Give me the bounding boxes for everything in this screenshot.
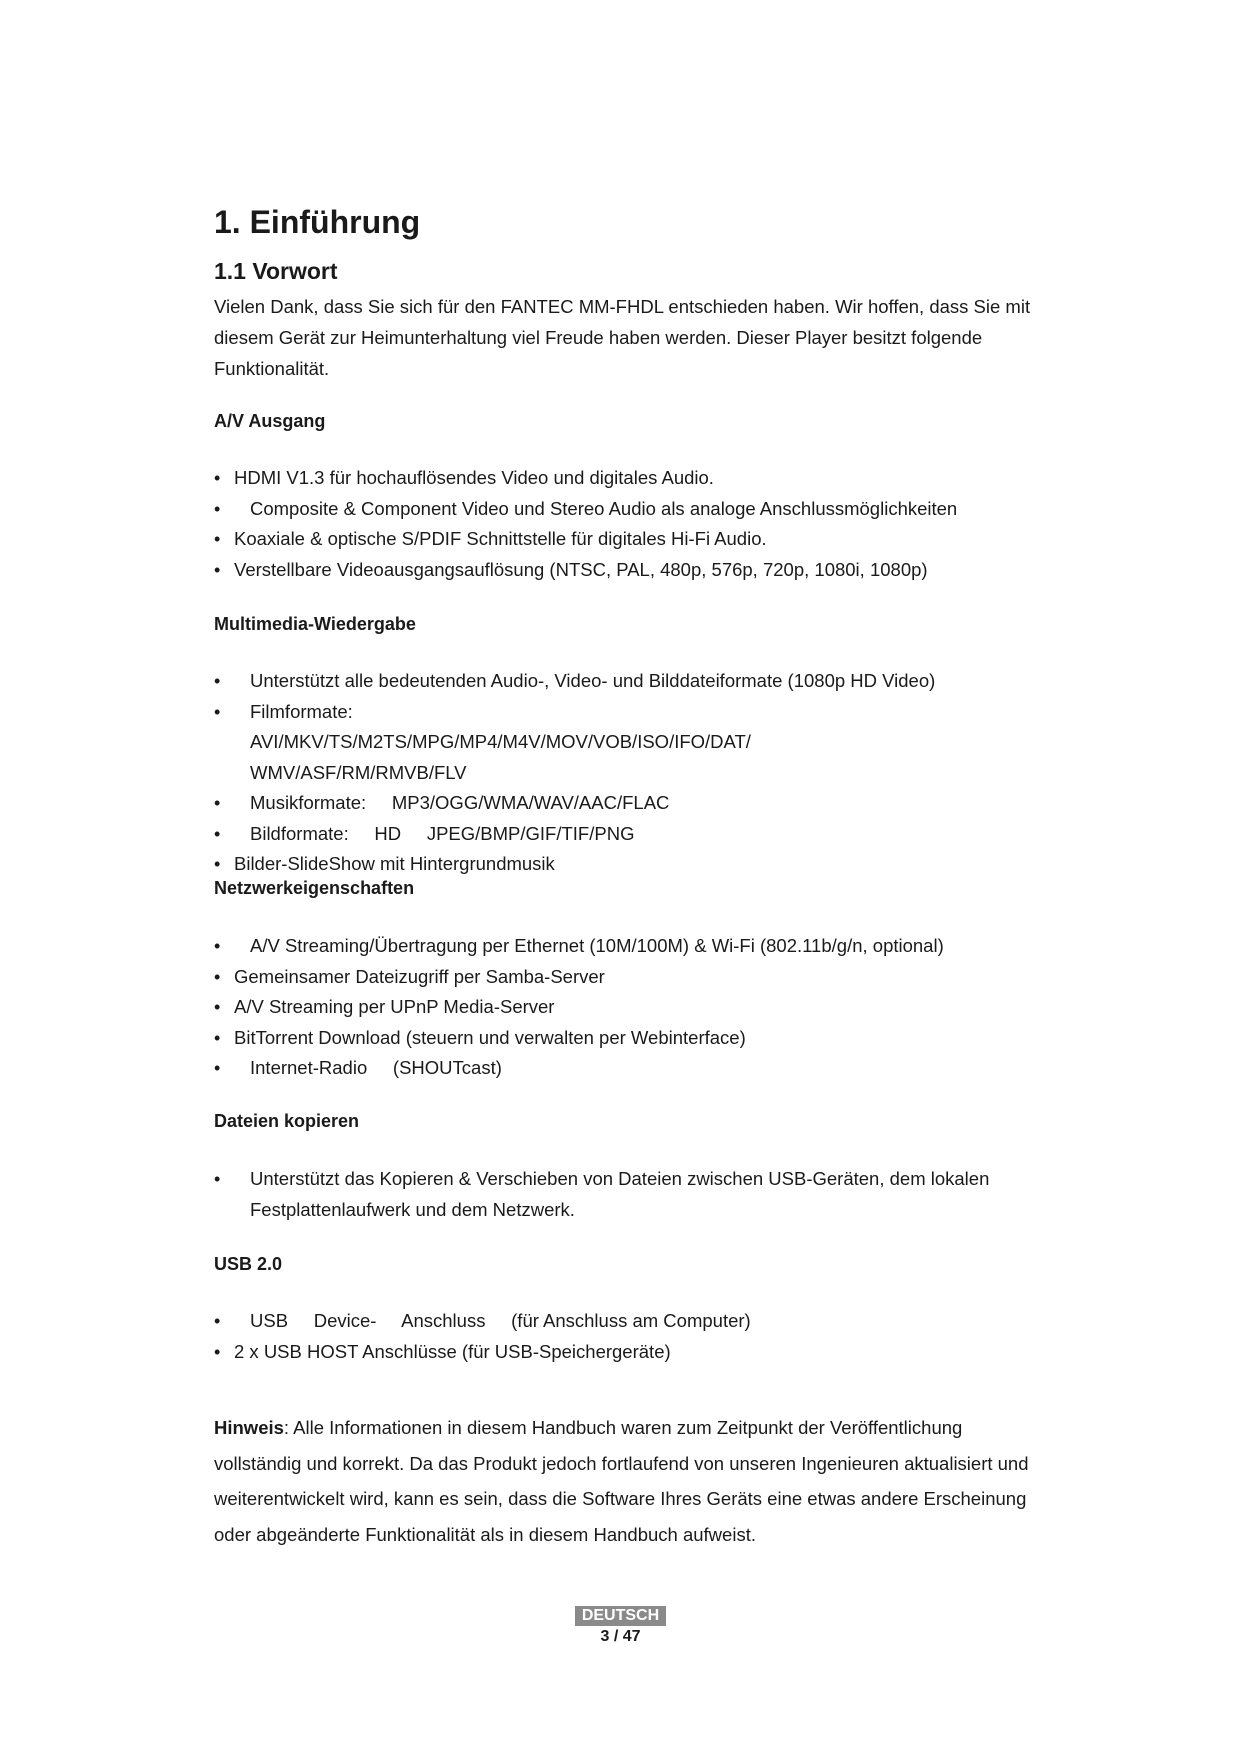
page-number: 3 / 47 [600, 1628, 641, 1645]
section-multimedia-title: Multimedia-Wiedergabe [214, 614, 416, 634]
intro-paragraph: Vielen Dank, dass Sie sich für den FANTEC MM-FHDL entschieden haben. Wir hoffen, dass Sie mit diesem Gerät zur Heimunterhaltung viel Freude haben werden. Dieser Player besitzt folgende Funktionalität. [214, 296, 1031, 379]
multimedia-feature-list [214, 666, 1044, 880]
section-title: 1.1 Vorwort [214, 258, 338, 284]
note-paragraph [214, 1410, 1044, 1552]
list-item: • Verstellbare Videoausgangsauflösung (NTSC, PAL, 480p, 576p, 720p, 1080i, 1080p) [214, 555, 1044, 586]
list-item: • Internet-Radio (SHOUTcast) [214, 1053, 1044, 1084]
list-item: • HDMI V1.3 für hochauflösendes Video und digitales Audio. [214, 463, 1044, 494]
list-item: • Composite & Component Video und Stereo Audio als analoge Anschlussmöglichkeiten [214, 494, 1044, 525]
list-item: • BitTorrent Download (steuern und verwalten per Webinterface) [214, 1023, 1044, 1054]
list-item: • Gemeinsamer Dateizugriff per Samba-Server [214, 962, 1044, 993]
list-item: • 2 x USB HOST Anschlüsse (für USB-Speichergeräte) [214, 1337, 1044, 1368]
section-network-title: Netzwerkeigenschaften [214, 878, 415, 898]
chapter-title: 1. Einführung [214, 204, 421, 240]
note-text: : Alle Informationen in diesem Handbuch waren zum Zeitpunkt der Veröffentlichung vollständig und korrekt. Da das Produkt jedoch fortlaufend von unseren Ingenieuren aktualisiert und weiterentwickelt wird, kann es sein, dass die Software Ihres Geräts eine etwas andere Erscheinung oder abgeänderte Funktionalität als in diesem Handbuch aufweist. [214, 1417, 1029, 1545]
list-item: • Bilder-SlideShow mit Hintergrundmusik [214, 849, 1044, 880]
list-item: • Unterstützt alle bedeutenden Audio-, Video- und Bilddateiformate (1080p HD Video) [214, 666, 1044, 697]
note-label: Hinweis [214, 1417, 284, 1438]
list-item: • USB Device- Anschluss (für Anschluss am Computer) [214, 1306, 1044, 1337]
section-usb-title: USB 2.0 [214, 1254, 283, 1274]
list-item: • Unterstützt das Kopieren & Verschieben von Dateien zwischen USB-Geräten, dem lokalen Festplattenlaufwerk und dem Netzwerk. [214, 1164, 1044, 1225]
list-item: • Koaxiale & optische S/PDIF Schnittstelle für digitales Hi-Fi Audio. [214, 524, 1044, 555]
list-item: • A/V Streaming per UPnP Media-Server [214, 992, 1044, 1023]
av-feature-list [214, 463, 1044, 585]
language-badge: DEUTSCH [575, 1606, 666, 1626]
list-item: • Musikformate: MP3/OGG/WMA/WAV/AAC/FLAC [214, 788, 1044, 819]
section-av-title: A/V Ausgang [214, 411, 326, 431]
network-feature-list [214, 931, 1044, 1084]
section-copy-title: Dateien kopieren [214, 1111, 360, 1131]
list-item: • Filmformate: AVI/MKV/TS/M2TS/MPG/MP4/M4V/MOV/VOB/ISO/IFO/DAT/ WMV/ASF/RM/RMVB/FLV [214, 697, 850, 789]
copy-feature-list [214, 1164, 1044, 1225]
usb-feature-list [214, 1306, 1044, 1367]
list-item: • Bildformate: HD JPEG/BMP/GIF/TIF/PNG [214, 819, 1044, 850]
list-item: • A/V Streaming/Übertragung per Ethernet (10M/100M) & Wi-Fi (802.11b/g/n, optional) [214, 931, 1044, 962]
page-footer [0, 1606, 1241, 1647]
